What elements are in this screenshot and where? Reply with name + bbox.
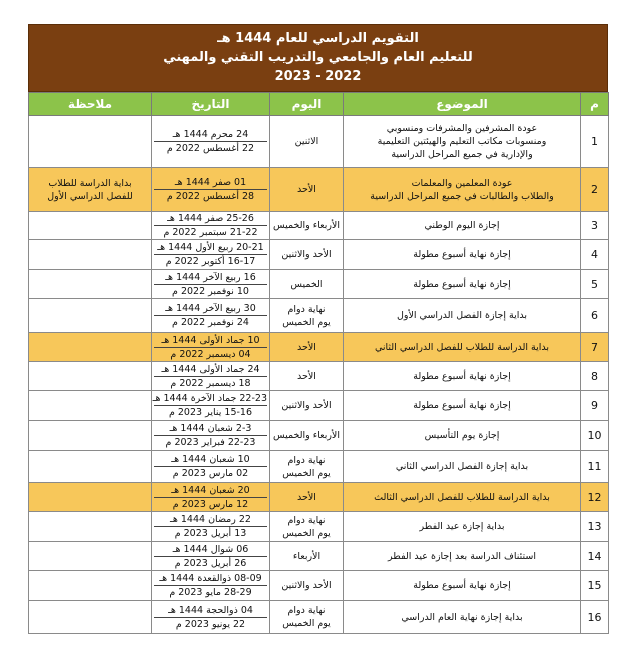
table-row <box>29 451 609 483</box>
title-line-1: التقويم الدراسي للعام 1444 هـ <box>217 31 419 46</box>
calendar-table <box>28 92 609 634</box>
row-number-cell: 8 <box>581 362 609 391</box>
row-subject-cell <box>344 333 581 362</box>
row-date-cell <box>152 362 270 391</box>
date-line: 2-3 شعبان 1444 هـ <box>169 423 252 434</box>
row-date-cell <box>152 483 270 512</box>
date-line: 12 مارس 2023 م <box>154 497 267 511</box>
date-line: 20-21 ربيع الأول 1444 هـ <box>157 242 264 253</box>
subject-line: إجازة اليوم الوطني <box>424 220 500 231</box>
row-subject-cell <box>344 451 581 483</box>
table-row <box>29 240 609 270</box>
column-header-number: م <box>581 93 609 116</box>
row-number-cell: 9 <box>581 391 609 421</box>
column-header-day: اليوم <box>270 93 344 116</box>
row-day-cell <box>270 299 344 333</box>
row-number-cell: 13 <box>581 512 609 542</box>
row-note-cell <box>29 483 152 512</box>
subject-line: استئناف الدراسة بعد إجازة عيد الفطر <box>388 550 536 562</box>
row-note-cell <box>29 601 152 634</box>
table-row <box>29 391 609 421</box>
date-line: 10 نوفمبر 2022 م <box>154 284 267 298</box>
date-line: 01 صفر 1444 هـ <box>174 177 247 188</box>
row-note-cell <box>29 542 152 571</box>
date-line: 18 ديسمبر 2022 م <box>154 376 267 390</box>
table-row <box>29 270 609 299</box>
day-line: الأحد والاثنين <box>281 580 332 591</box>
row-subject-cell <box>344 421 581 451</box>
row-number-cell: 7 <box>581 333 609 362</box>
day-line: نهاية دوام <box>287 514 326 526</box>
table-row <box>29 333 609 362</box>
row-date-cell <box>152 542 270 571</box>
row-note-cell <box>29 512 152 542</box>
table-row <box>29 571 609 601</box>
row-note-cell <box>29 421 152 451</box>
row-day-cell <box>270 483 344 512</box>
date-line: 22 رمضان 1444 هـ <box>170 514 251 525</box>
row-number-cell: 14 <box>581 542 609 571</box>
date-line: 26 أبريل 2023 م <box>154 556 267 570</box>
row-note-cell <box>29 362 152 391</box>
table-row <box>29 362 609 391</box>
row-subject-cell <box>344 270 581 299</box>
title-line-2: للتعليم العام والجامعي والتدريب التقني والمهني <box>163 50 473 65</box>
row-date-cell <box>152 421 270 451</box>
subject-line: إجازة يوم التأسيس <box>424 430 500 441</box>
date-line: 15-16 يناير 2023 م <box>154 405 267 419</box>
table-row <box>29 116 609 168</box>
row-number-cell: 11 <box>581 451 609 483</box>
table-row <box>29 421 609 451</box>
row-day-cell <box>270 212 344 240</box>
calendar-title-block <box>28 24 608 92</box>
note-line: بداية الدراسة للطلاب <box>48 177 132 189</box>
row-note-cell <box>29 571 152 601</box>
row-day-cell <box>270 333 344 362</box>
row-subject-cell <box>344 168 581 212</box>
subject-line: بداية الدراسة للطلاب للفصل الدراسي الثاني <box>374 341 550 353</box>
subject-line: بداية إجازة عيد الفطر <box>419 521 505 532</box>
subject-line: إجازة نهاية أسبوع مطولة <box>413 400 511 411</box>
day-line: الأحد <box>297 184 316 195</box>
row-note-cell <box>29 116 152 168</box>
row-note-cell <box>29 168 152 212</box>
day-line: الأحد والاثنين <box>281 249 332 260</box>
day-line: يوم الخميس <box>282 316 331 328</box>
day-line: نهاية دوام <box>287 303 326 315</box>
row-date-cell <box>152 270 270 299</box>
row-number-cell: 10 <box>581 421 609 451</box>
row-number-cell: 6 <box>581 299 609 333</box>
subject-line: عودة المشرفين والمشرفات ومنسوبي <box>386 123 538 134</box>
date-line: 24 محرم 1444 هـ <box>172 129 249 140</box>
date-line: 16-17 أكتوبر 2022 م <box>154 254 267 268</box>
row-date-cell <box>152 212 270 240</box>
row-day-cell <box>270 512 344 542</box>
row-subject-cell <box>344 299 581 333</box>
date-line: 24 نوفمبر 2022 م <box>154 315 267 329</box>
subject-line: ومنسوبات مكاتب التعليم والهيئتين التعليمية <box>377 136 547 147</box>
row-date-cell <box>152 512 270 542</box>
day-line: الأحد والاثنين <box>281 400 332 411</box>
date-line: 22 يونيو 2023 م <box>154 617 267 631</box>
subject-line: إجازة نهاية أسبوع مطولة <box>413 580 511 591</box>
day-line: الأربعاء والخميس <box>273 220 340 231</box>
column-header-note: ملاحظة <box>29 93 152 116</box>
row-day-cell <box>270 601 344 634</box>
row-day-cell <box>270 542 344 571</box>
row-day-cell <box>270 362 344 391</box>
date-line: 20 شعبان 1444 هـ <box>171 484 250 496</box>
row-day-cell <box>270 168 344 212</box>
calendar-sheet <box>28 24 608 634</box>
row-day-cell <box>270 391 344 421</box>
row-subject-cell <box>344 212 581 240</box>
date-line: 04 ديسمبر 2022 م <box>154 347 267 361</box>
row-note-cell <box>29 333 152 362</box>
row-number-cell: 3 <box>581 212 609 240</box>
row-day-cell <box>270 270 344 299</box>
table-row <box>29 601 609 634</box>
row-day-cell <box>270 421 344 451</box>
row-date-cell <box>152 571 270 601</box>
row-subject-cell <box>344 362 581 391</box>
date-line: 02 مارس 2023 م <box>154 466 267 480</box>
row-note-cell <box>29 391 152 421</box>
date-line: 10 شعبان 1444 هـ <box>171 454 250 465</box>
note-line: للفصل الدراسي الأول <box>47 190 133 202</box>
row-number-cell: 2 <box>581 168 609 212</box>
table-row <box>29 542 609 571</box>
title-line-3: 2022 - 2023 <box>274 69 362 84</box>
row-date-cell <box>152 168 270 212</box>
table-row <box>29 483 609 512</box>
day-line: الأحد <box>297 370 316 382</box>
table-row <box>29 512 609 542</box>
row-day-cell <box>270 116 344 168</box>
row-subject-cell <box>344 391 581 421</box>
row-subject-cell <box>344 512 581 542</box>
row-day-cell <box>270 451 344 483</box>
table-header-row <box>29 93 609 116</box>
row-note-cell <box>29 212 152 240</box>
table-body <box>29 116 609 634</box>
subject-line: بداية إجازة الفصل الدراسي الثاني <box>395 461 529 472</box>
row-note-cell <box>29 451 152 483</box>
date-line: 28-29 مايو 2023 م <box>154 585 267 599</box>
row-date-cell <box>152 451 270 483</box>
date-line: 21-22 سبتمبر 2022 م <box>154 225 267 239</box>
date-line: 10 جماد الأولى 1444 هـ <box>161 334 260 346</box>
date-line: 22-23 فبراير 2023 م <box>154 435 267 449</box>
row-number-cell: 12 <box>581 483 609 512</box>
column-header-subject: الموضوع <box>344 93 581 116</box>
subject-line: بداية إجازة نهاية العام الدراسي <box>401 611 523 623</box>
day-line: يوم الخميس <box>282 527 331 539</box>
row-subject-cell <box>344 240 581 270</box>
row-date-cell <box>152 601 270 634</box>
row-subject-cell <box>344 542 581 571</box>
subject-line: بداية إجازة الفصل الدراسي الأول <box>396 310 527 321</box>
table-row <box>29 299 609 333</box>
row-date-cell <box>152 299 270 333</box>
day-line: نهاية دوام <box>287 454 326 466</box>
row-date-cell <box>152 391 270 421</box>
day-line: الاثنين <box>294 136 319 147</box>
row-note-cell <box>29 270 152 299</box>
date-line: 08-09 ذوالقعدة 1444 هـ <box>159 573 262 584</box>
row-subject-cell <box>344 116 581 168</box>
row-subject-cell <box>344 483 581 512</box>
subject-line: والطلاب والطالبات في جميع المراحل الدراسية <box>370 190 554 202</box>
date-line: 06 شوال 1444 هـ <box>172 543 249 555</box>
row-number-cell: 5 <box>581 270 609 299</box>
date-line: 25-26 صفر 1444 هـ <box>167 213 254 224</box>
date-line: 28 أغسطس 2022 م <box>154 189 267 203</box>
subject-line: والإدارية في جميع المراحل الدراسية <box>391 149 533 160</box>
subject-line: إجازة نهاية أسبوع مطولة <box>413 278 511 290</box>
row-number-cell: 4 <box>581 240 609 270</box>
day-line: يوم الخميس <box>282 618 331 629</box>
date-line: 16 ربيع الآخر 1444 هـ <box>165 271 256 283</box>
column-header-date: التاريخ <box>152 93 270 116</box>
subject-line: إجازة نهاية أسبوع مطولة <box>413 370 511 382</box>
row-date-cell <box>152 333 270 362</box>
row-note-cell <box>29 299 152 333</box>
row-number-cell: 15 <box>581 571 609 601</box>
subject-line: بداية الدراسة للطلاب للفصل الدراسي الثالث <box>374 491 550 503</box>
row-day-cell <box>270 571 344 601</box>
subject-line: عودة المعلمين والمعلمات <box>411 177 513 189</box>
date-line: 24 جماد الأولى 1444 هـ <box>161 363 260 375</box>
date-line: 22 أغسطس 2022 م <box>154 141 267 155</box>
row-subject-cell <box>344 571 581 601</box>
date-line: 22-23 جماد الآخرة 1444 هـ <box>152 393 267 404</box>
day-line: يوم الخميس <box>282 467 331 479</box>
row-number-cell: 1 <box>581 116 609 168</box>
day-line: الخميس <box>290 278 323 290</box>
subject-line: إجازة نهاية أسبوع مطولة <box>413 249 511 260</box>
table-row <box>29 168 609 212</box>
date-line: 04 ذوالحجة 1444 هـ <box>168 604 253 616</box>
row-subject-cell <box>344 601 581 634</box>
day-line: الأربعاء والخميس <box>273 430 340 441</box>
row-day-cell <box>270 240 344 270</box>
row-date-cell <box>152 240 270 270</box>
row-number-cell: 16 <box>581 601 609 634</box>
day-line: نهاية دوام <box>287 605 326 616</box>
day-line: الأحد <box>297 341 316 353</box>
row-note-cell <box>29 240 152 270</box>
table-row <box>29 212 609 240</box>
day-line: الأربعاء <box>292 550 321 562</box>
day-line: الأحد <box>297 491 316 503</box>
row-date-cell <box>152 116 270 168</box>
date-line: 13 أبريل 2023 م <box>154 526 267 540</box>
date-line: 30 ربيع الآخر 1444 هـ <box>165 303 256 314</box>
